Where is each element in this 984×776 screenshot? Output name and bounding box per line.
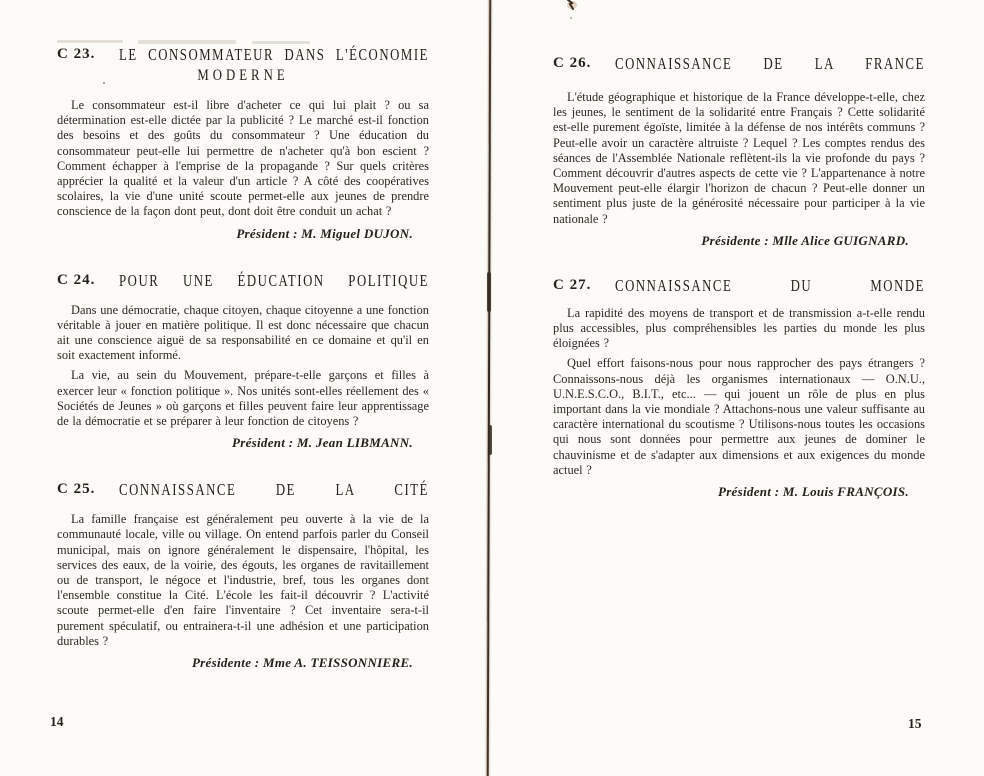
section-c23 — [57, 44, 429, 242]
ghost-smudge — [57, 40, 123, 43]
section-title: CONNAISSANCE DE LA CITÉ — [119, 480, 429, 500]
page-left — [57, 44, 429, 671]
book-gutter-line — [487, 0, 491, 776]
section-title: CONNAISSANCE DU MONDE — [615, 275, 925, 295]
scan-speck — [570, 17, 572, 19]
ink-blot — [563, 0, 581, 20]
paragraph: La famille française est généralement peu ouverte à la vie de la communauté locale, ville ou village. On entend parfois parler du Conseil municipal, mais on ignore généralement le dispensaire, l'hôpital, les services des eaux, de la voirie, des égouts, les organes de ravitaillement ou de transport, le négoce et l'industrie, bref, tous les organes dont l'ensemble constitue la Cité. L'école les fait-il découvrir ? L'activité scoute permet-elle d'en faire l'inventaire ? Cet inventaire sera-t-il purement spéculatif, ou entrainera-t-il une adhésion et une participation durables ? — [57, 512, 429, 648]
section-title-line2: MODERNE — [197, 67, 289, 84]
gutter-ink-knot — [487, 272, 491, 312]
section-c24 — [57, 270, 429, 452]
section-title: POUR UNE ÉDUCATION POLITIQUE — [119, 270, 429, 290]
president-line: Présidente : Mme A. TEISSONNIERE. — [191, 655, 413, 671]
section-heading — [553, 275, 925, 296]
paragraph: Le consommateur est-il libre d'acheter ce qui lui plait ? ou sa détermination est-elle dictée par la publicité ? Le marché est-il fonction des besoins et des goûts du consommateur ? Une éducation du consommateur peut-elle lui permettre de n'acheter qu'à bon escient ? Comment échapper à l'emprise de la propagande ? Sur quels critères apprécier la qualité et la valeur d'un article ? A côté des coopératives scolaires, la vie d'une unité scoute permet-elle aux jeunes de prendre conscience de la façon dont peut, dont doit être conduit un achat ? — [57, 98, 429, 219]
section-c26 — [553, 53, 925, 249]
section-heading — [57, 270, 429, 291]
page-right — [553, 53, 925, 500]
section-heading — [57, 479, 429, 500]
paragraph: La vie, au sein du Mouvement, prépare-t-elle garçons et filles à exercer leur « fonction politique ». Nos unités sont-elles réellement des « Sociétés de Jeunes » où garçons et filles peuvent faire leur apprentissage de la démocratie et se préparer à leur fonction de citoyens ? — [57, 368, 429, 429]
section-title: LE CONSOMMATEUR DANS L'ÉCONOMIE — [119, 45, 429, 64]
section-number: C 26. — [553, 55, 592, 71]
section-number: C 23. — [57, 46, 96, 62]
section-c27 — [553, 275, 925, 500]
paragraph: L'étude géographique et historique de la France développe-t-elle, chez les jeunes, le sentiment de la solidarité entre Français ? Cette solidarité est-elle purement égoïste, limitée à la défense de nos intérêts communs ? Peut-elle avoir un caractère altruiste ? Lequel ? Les comptes rendus des séances de l'Assemblée Nationale reflètent-ils la vie profonde du pays ? Comment découvrir d'autres aspects de cette vie ? L'appartenance à notre Mouvement peut-elle élargir l'horizon de chacun ? Peut-elle donner un sentiment plus juste de la générosité nécessaire pour participer à la vie nationale ? — [553, 90, 925, 226]
paragraph: Dans une démocratie, chaque citoyen, chaque citoyenne a une fonction véritable à jouer en matière politique. Il est donc nécessaire que chacun ait une conscience aiguë de sa responsabilité en ce domaine et qu'il en soit exactement informé. — [57, 302, 429, 363]
paragraph: La rapidité des moyens de transport et de transmission a-t-elle rendu plus accessibles, plus compréhensibles les parties du monde les plus éloignées ? — [553, 305, 925, 351]
section-number: C 25. — [57, 481, 96, 498]
president-line: Président : M. Louis FRANÇOIS. — [717, 484, 909, 500]
section-heading — [57, 44, 429, 86]
section-title: CONNAISSANCE DE LA FRANCE — [615, 54, 925, 73]
president-line: Président : M. Jean LIBMANN. — [231, 435, 413, 451]
president-line: Président : M. Miguel DUJON. — [236, 225, 413, 241]
gutter-ink-knot — [488, 425, 492, 455]
page-number-left: 14 — [50, 714, 64, 729]
page-number-right: 15 — [908, 716, 922, 731]
president-line: Présidente : Mlle Alice GUIGNARD. — [701, 232, 909, 248]
paragraph: Quel effort faisons-nous pour nous rapprocher des pays étrangers ? Connaissons-nous déjà les organismes internationaux — O.N.U., U.N.E.S.C.O., B.I.T., etc... — qui jouent un rôle de plus en plus important dans la vie mondiale ? Attachons-nous une valeur suffisante au caractère international du scoutisme ? Utilisons-nous toutes les occasions qui nous sont données pour permettre aux jeunes de dominer le chauvinisme et de s'adapter aux dimensions et aux exigences du monde actuel ? — [553, 356, 925, 477]
section-number: C 27. — [553, 276, 592, 293]
section-number: C 24. — [57, 271, 96, 288]
section-c25 — [57, 479, 429, 671]
section-heading — [553, 53, 925, 74]
